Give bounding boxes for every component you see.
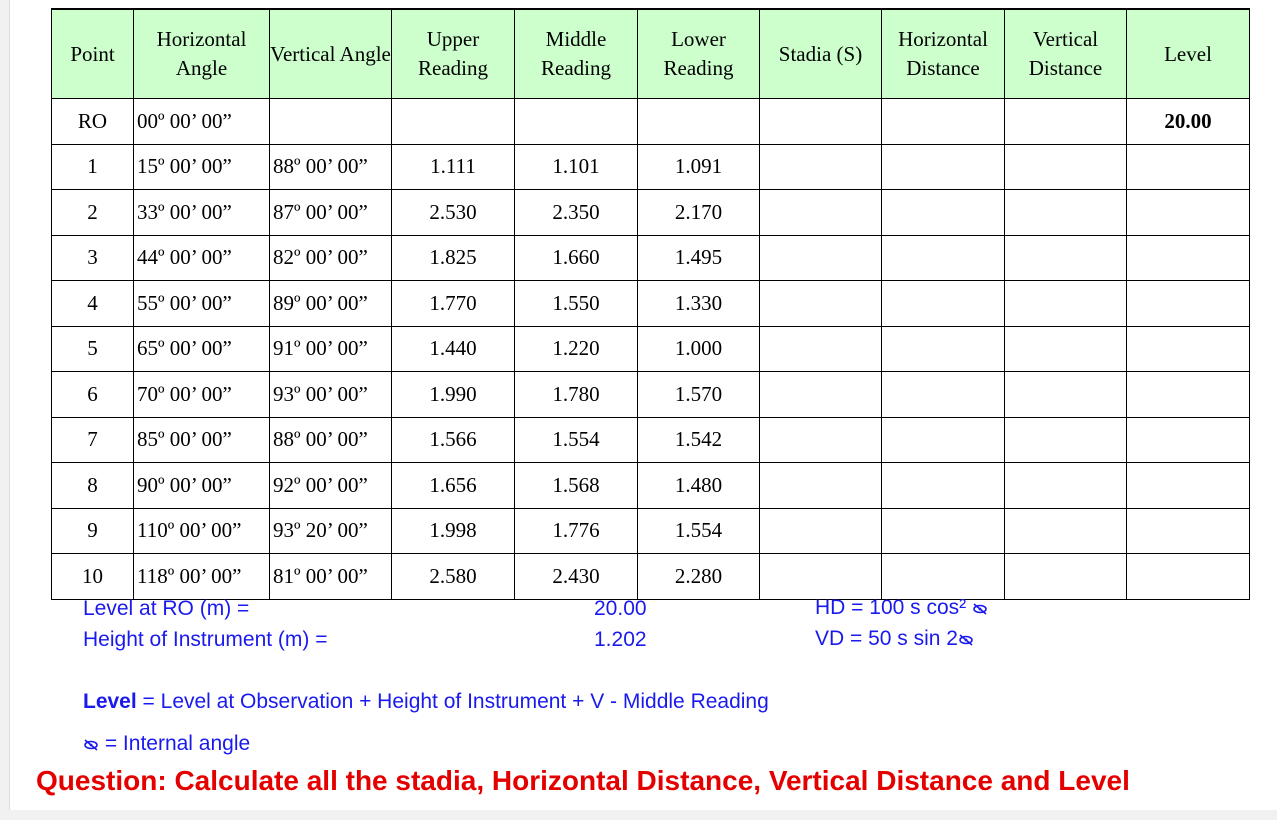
cell-lower-reading: 1.554 <box>638 508 760 554</box>
cell-level <box>1127 326 1250 372</box>
cell-upper-reading: 1.825 <box>392 235 515 281</box>
eye-symbol-icon <box>972 597 988 609</box>
cell-middle-reading: 1.780 <box>515 372 638 418</box>
cell-level <box>1127 417 1250 463</box>
cell-horizontal-angle: 118º 00’ 00” <box>134 554 270 600</box>
table-row <box>52 417 1250 463</box>
eye-symbol-icon <box>958 628 974 640</box>
cell-vertical-angle: 93º 00’ 00” <box>270 372 392 418</box>
cell-stadia <box>760 144 882 190</box>
angle-definition <box>83 732 250 756</box>
cell-horizontal-distance <box>882 99 1005 145</box>
cell-horizontal-angle: 70º 00’ 00” <box>134 372 270 418</box>
cell-stadia <box>760 190 882 236</box>
cell-horizontal-distance <box>882 190 1005 236</box>
cell-vertical-angle: 87º 00’ 00” <box>270 190 392 236</box>
cell-upper-reading <box>392 99 515 145</box>
cell-horizontal-angle: 15º 00’ 00” <box>134 144 270 190</box>
cell-horizontal-distance <box>882 281 1005 327</box>
table-row <box>52 463 1250 509</box>
cell-level <box>1127 554 1250 600</box>
cell-horizontal-distance <box>882 144 1005 190</box>
table-row <box>52 281 1250 327</box>
level-ro-label: Level at RO (m) = <box>83 597 250 620</box>
cell-upper-reading: 1.656 <box>392 463 515 509</box>
header-row <box>52 9 1250 99</box>
cell-stadia <box>760 508 882 554</box>
cell-stadia <box>760 417 882 463</box>
cell-upper-reading: 1.770 <box>392 281 515 327</box>
cell-point: 9 <box>52 508 134 554</box>
cell-point: 4 <box>52 281 134 327</box>
cell-horizontal-angle: 44º 00’ 00” <box>134 235 270 281</box>
height-instrument-label: Height of Instrument (m) = <box>83 628 328 651</box>
cell-level: 20.00 <box>1127 99 1250 145</box>
level-ro-value: 20.00 <box>594 597 647 620</box>
cell-point: 1 <box>52 144 134 190</box>
level-keyword: Level <box>83 690 137 713</box>
cell-level <box>1127 463 1250 509</box>
cell-point: 7 <box>52 417 134 463</box>
cell-point: RO <box>52 99 134 145</box>
cell-upper-reading: 2.530 <box>392 190 515 236</box>
cell-horizontal-angle: 90º 00’ 00” <box>134 463 270 509</box>
hd-formula <box>815 596 988 620</box>
cell-vertical-distance <box>1005 144 1127 190</box>
cell-lower-reading: 1.570 <box>638 372 760 418</box>
table-row <box>52 372 1250 418</box>
hd-formula-text: HD = 100 s cos² <box>815 596 967 619</box>
cell-middle-reading: 2.430 <box>515 554 638 600</box>
cell-upper-reading: 1.111 <box>392 144 515 190</box>
level-formula <box>83 690 769 714</box>
cell-upper-reading: 1.440 <box>392 326 515 372</box>
cell-horizontal-angle: 65º 00’ 00” <box>134 326 270 372</box>
cell-lower-reading: 1.480 <box>638 463 760 509</box>
angle-definition-text: = Internal angle <box>99 732 251 755</box>
cell-vertical-angle: 88º 00’ 00” <box>270 144 392 190</box>
cell-lower-reading: 1.495 <box>638 235 760 281</box>
cell-horizontal-angle: 110º 00’ 00” <box>134 508 270 554</box>
cell-middle-reading: 2.350 <box>515 190 638 236</box>
cell-vertical-distance <box>1005 372 1127 418</box>
cell-stadia <box>760 281 882 327</box>
cell-middle-reading: 1.660 <box>515 235 638 281</box>
question-text: Question: Calculate all the stadia, Horizontal Distance, Vertical Distance and Level <box>36 765 1130 796</box>
cell-level <box>1127 281 1250 327</box>
cell-horizontal-distance <box>882 554 1005 600</box>
cell-vertical-distance <box>1005 99 1127 145</box>
cell-middle-reading: 1.554 <box>515 417 638 463</box>
cell-vertical-distance <box>1005 281 1127 327</box>
cell-vertical-distance <box>1005 190 1127 236</box>
cell-middle-reading: 1.550 <box>515 281 638 327</box>
cell-point: 10 <box>52 554 134 600</box>
survey-table <box>51 8 1250 600</box>
cell-horizontal-distance <box>882 417 1005 463</box>
cell-vertical-distance <box>1005 326 1127 372</box>
header-upper-reading: Upper Reading <box>392 9 515 99</box>
cell-vertical-angle: 88º 00’ 00” <box>270 417 392 463</box>
height-instrument-value: 1.202 <box>594 628 647 651</box>
cell-stadia <box>760 554 882 600</box>
table-row <box>52 190 1250 236</box>
cell-upper-reading: 2.580 <box>392 554 515 600</box>
cell-point: 8 <box>52 463 134 509</box>
header-horizontal-angle: Horizontal Angle <box>134 9 270 99</box>
cell-point: 5 <box>52 326 134 372</box>
cell-lower-reading: 1.330 <box>638 281 760 327</box>
cell-vertical-angle <box>270 99 392 145</box>
cell-middle-reading: 1.568 <box>515 463 638 509</box>
cell-horizontal-angle: 33º 00’ 00” <box>134 190 270 236</box>
cell-upper-reading: 1.566 <box>392 417 515 463</box>
cell-vertical-angle: 93º 20’ 00” <box>270 508 392 554</box>
table-row <box>52 326 1250 372</box>
cell-vertical-distance <box>1005 235 1127 281</box>
header-point: Point <box>52 9 134 99</box>
cell-horizontal-distance <box>882 372 1005 418</box>
vd-formula-text: VD = 50 s sin 2 <box>815 627 958 650</box>
cell-level <box>1127 508 1250 554</box>
cell-horizontal-distance <box>882 463 1005 509</box>
cell-lower-reading: 2.170 <box>638 190 760 236</box>
cell-upper-reading: 1.998 <box>392 508 515 554</box>
header-level: Level <box>1127 9 1250 99</box>
cell-lower-reading: 2.280 <box>638 554 760 600</box>
cell-level <box>1127 372 1250 418</box>
cell-point: 6 <box>52 372 134 418</box>
cell-upper-reading: 1.990 <box>392 372 515 418</box>
cell-horizontal-distance <box>882 508 1005 554</box>
table-body <box>52 99 1250 600</box>
cell-level <box>1127 190 1250 236</box>
table-row <box>52 99 1250 145</box>
cell-vertical-angle: 89º 00’ 00” <box>270 281 392 327</box>
header-stadia: Stadia (S) <box>760 9 882 99</box>
cell-vertical-distance <box>1005 554 1127 600</box>
header-middle-reading: Middle Reading <box>515 9 638 99</box>
cell-vertical-angle: 92º 00’ 00” <box>270 463 392 509</box>
cell-middle-reading: 1.776 <box>515 508 638 554</box>
cell-horizontal-angle: 00º 00’ 00” <box>134 99 270 145</box>
table-row <box>52 554 1250 600</box>
worksheet <box>9 0 1277 810</box>
cell-point: 3 <box>52 235 134 281</box>
level-formula-text: = Level at Observation + Height of Instrument + V - Middle Reading <box>136 690 769 713</box>
cell-level <box>1127 235 1250 281</box>
cell-vertical-distance <box>1005 417 1127 463</box>
table-row <box>52 508 1250 554</box>
cell-horizontal-angle: 85º 00’ 00” <box>134 417 270 463</box>
cell-point: 2 <box>52 190 134 236</box>
header-vertical-angle: Vertical Angle <box>270 9 392 99</box>
cell-lower-reading: 1.542 <box>638 417 760 463</box>
header-lower-reading: Lower Reading <box>638 9 760 99</box>
cell-level <box>1127 144 1250 190</box>
cell-vertical-distance <box>1005 508 1127 554</box>
cell-vertical-distance <box>1005 463 1127 509</box>
cell-vertical-angle: 81º 00’ 00” <box>270 554 392 600</box>
cell-stadia <box>760 235 882 281</box>
vd-formula <box>815 627 974 651</box>
table-row <box>52 144 1250 190</box>
eye-symbol-icon <box>83 733 99 745</box>
cell-middle-reading: 1.220 <box>515 326 638 372</box>
cell-middle-reading <box>515 99 638 145</box>
cell-horizontal-distance <box>882 235 1005 281</box>
cell-horizontal-distance <box>882 326 1005 372</box>
cell-lower-reading: 1.091 <box>638 144 760 190</box>
cell-stadia <box>760 99 882 145</box>
cell-stadia <box>760 326 882 372</box>
header-vertical-distance: Vertical Distance <box>1005 9 1127 99</box>
header-horizontal-distance: Horizontal Distance <box>882 9 1005 99</box>
table-row <box>52 235 1250 281</box>
cell-vertical-angle: 82º 00’ 00” <box>270 235 392 281</box>
cell-stadia <box>760 372 882 418</box>
cell-middle-reading: 1.101 <box>515 144 638 190</box>
cell-horizontal-angle: 55º 00’ 00” <box>134 281 270 327</box>
cell-lower-reading: 1.000 <box>638 326 760 372</box>
cell-vertical-angle: 91º 00’ 00” <box>270 326 392 372</box>
cell-stadia <box>760 463 882 509</box>
cell-lower-reading <box>638 99 760 145</box>
